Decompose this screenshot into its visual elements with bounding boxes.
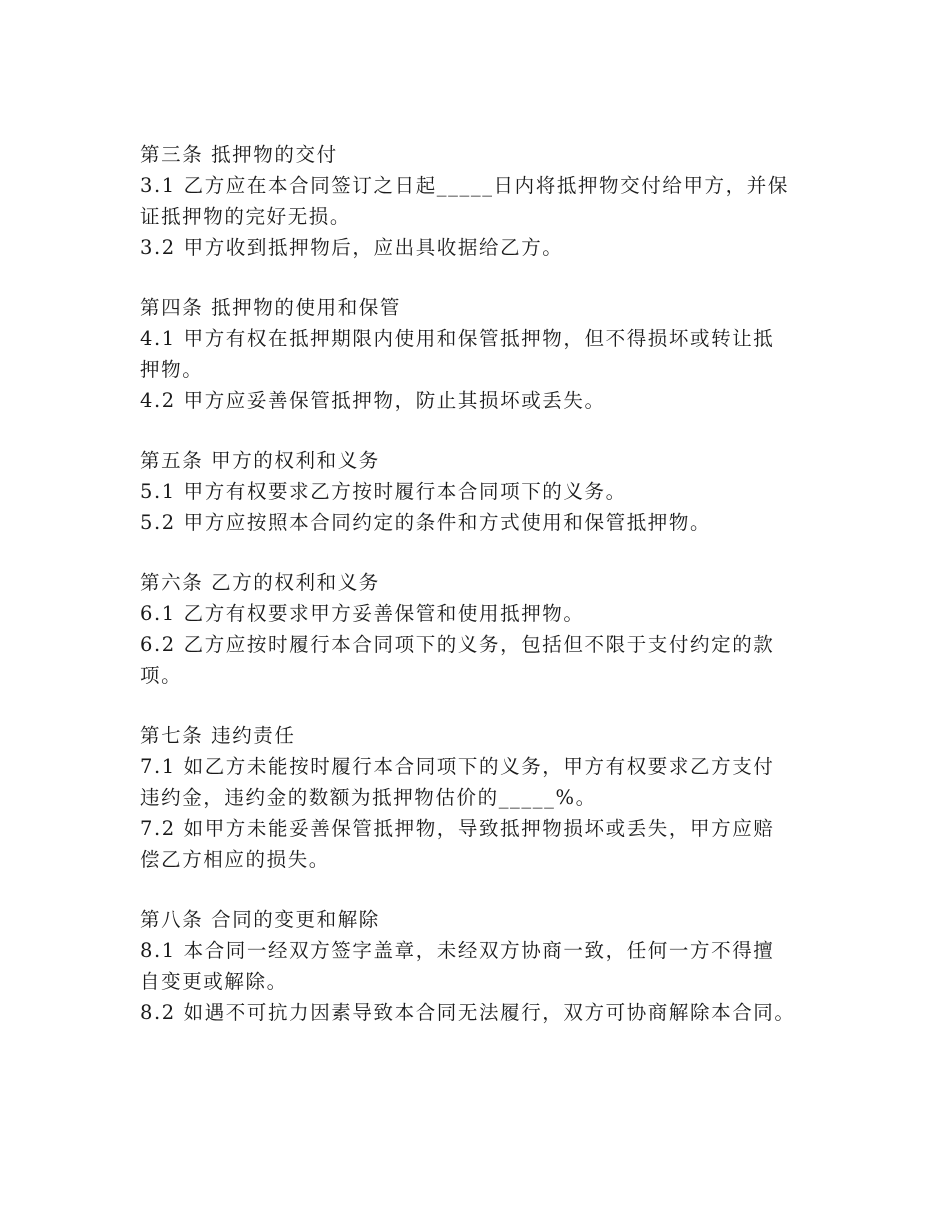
paragraph-line: 4.1 甲方有权在抵押期限内使用和保管抵押物，但不得损坏或转让抵 <box>140 327 775 350</box>
paragraph-line: 证抵押物的完好无损。 <box>140 205 352 228</box>
section-heading: 第四条 抵押物的使用和保管 <box>140 296 401 319</box>
section-article-4 <box>140 292 830 416</box>
paragraph-line: 8.2 如遇不可抗力因素导致本合同无法履行，双方可协商解除本合同。 <box>140 1001 796 1024</box>
section-article-7 <box>140 720 830 875</box>
paragraph-line: 项。 <box>140 664 183 687</box>
section-heading: 第七条 违约责任 <box>140 724 296 747</box>
section-heading: 第六条 乙方的权利和义务 <box>140 571 380 594</box>
paragraph-line: 3.2 甲方收到抵押物后，应出具收据给乙方。 <box>140 236 564 259</box>
paragraph-line: 押物。 <box>140 358 204 381</box>
paragraph-line: 7.2 如甲方未能妥善保管抵押物，导致抵押物损坏或丢失，甲方应赔 <box>140 817 775 840</box>
section-article-5 <box>140 445 830 538</box>
paragraph-line: 偿乙方相应的损失。 <box>140 848 330 871</box>
section-heading: 第五条 甲方的权利和义务 <box>140 449 380 472</box>
section-heading: 第八条 合同的变更和解除 <box>140 908 380 931</box>
paragraph-line: 5.1 甲方有权要求乙方按时履行本合同项下的义务。 <box>140 480 627 503</box>
section-article-3 <box>140 139 830 263</box>
paragraph-line: 8.1 本合同一经双方签字盖章，未经双方协商一致，任何一方不得擅 <box>140 939 775 962</box>
paragraph-line: 5.2 甲方应按照本合同约定的条件和方式使用和保管抵押物。 <box>140 511 712 534</box>
section-article-8 <box>140 904 830 1028</box>
section-heading: 第三条 抵押物的交付 <box>140 143 338 166</box>
contract-body <box>140 139 830 1057</box>
section-article-6 <box>140 567 830 691</box>
paragraph-line: 6.2 乙方应按时履行本合同项下的义务，包括但不限于支付约定的款 <box>140 633 775 656</box>
paragraph-line: 自变更或解除。 <box>140 970 288 993</box>
paragraph-line: 6.1 乙方有权要求甲方妥善保管和使用抵押物。 <box>140 602 585 625</box>
paragraph-line: 7.1 如乙方未能按时履行本合同项下的义务，甲方有权要求乙方支付 <box>140 755 775 778</box>
paragraph-line: 4.2 甲方应妥善保管抵押物，防止其损坏或丢失。 <box>140 389 606 412</box>
paragraph-line: 违约金，违约金的数额为抵押物估价的_____%。 <box>140 786 597 809</box>
paragraph-line: 3.1 乙方应在本合同签订之日起_____日内将抵押物交付给甲方，并保 <box>140 174 789 197</box>
